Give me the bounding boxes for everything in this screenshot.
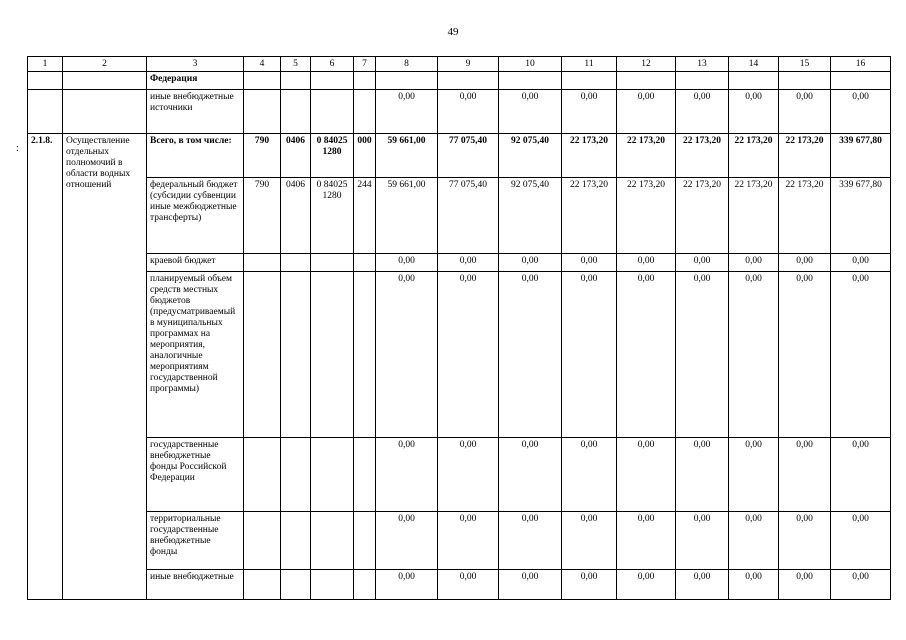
value-cell: 22 173,20 — [676, 178, 729, 254]
value-cell: 22 173,20 — [617, 178, 676, 254]
source-label: федеральный бюджет (субсидии субвенции иные межбюджетные трансферты) — [147, 178, 244, 254]
value-cell: 59 661,00 — [376, 134, 438, 178]
cell — [354, 512, 376, 570]
code-cell: 0406 — [281, 134, 311, 178]
code-cell: 0 84025 1280 — [311, 178, 354, 254]
cell — [354, 72, 376, 90]
cell — [499, 72, 562, 90]
col-header: 11 — [562, 57, 617, 72]
code-cell: 790 — [244, 134, 281, 178]
code-cell: 0 84025 1280 — [311, 134, 354, 178]
source-label: иные внебюджетные — [147, 570, 244, 600]
value-cell: 0,00 — [499, 254, 562, 272]
value-cell: 77 075,40 — [438, 178, 499, 254]
cell — [63, 90, 147, 134]
col-header: 3 — [147, 57, 244, 72]
source-label: иные внебюджетные источники — [147, 90, 244, 134]
value-cell: 0,00 — [676, 90, 729, 134]
value-cell: 22 173,20 — [617, 134, 676, 178]
table-row — [28, 272, 891, 438]
cell — [244, 438, 281, 512]
cell — [562, 72, 617, 90]
value-cell: 0,00 — [562, 570, 617, 600]
value-cell: 0,00 — [617, 90, 676, 134]
value-cell: 0,00 — [831, 272, 891, 438]
margin-mark: : — [16, 143, 19, 154]
value-cell: 0,00 — [376, 254, 438, 272]
cell — [311, 254, 354, 272]
cell — [244, 72, 281, 90]
item-number: 2.1.8. — [28, 134, 63, 600]
value-cell: 0,00 — [499, 512, 562, 570]
value-cell: 0,00 — [617, 438, 676, 512]
cell — [281, 570, 311, 600]
cell — [617, 72, 676, 90]
value-cell: 0,00 — [499, 438, 562, 512]
value-cell: 0,00 — [562, 438, 617, 512]
value-cell: 0,00 — [438, 438, 499, 512]
cell — [63, 72, 147, 90]
value-cell: 92 075,40 — [499, 178, 562, 254]
cell — [311, 570, 354, 600]
cell — [676, 72, 729, 90]
col-header: 7 — [354, 57, 376, 72]
col-header: 10 — [499, 57, 562, 72]
value-cell: 0,00 — [779, 512, 831, 570]
value-cell: 0,00 — [438, 90, 499, 134]
value-cell: 0,00 — [676, 272, 729, 438]
cell — [831, 72, 891, 90]
value-cell: 0,00 — [729, 512, 779, 570]
value-cell: 0,00 — [438, 512, 499, 570]
table-row — [28, 512, 891, 570]
cell — [311, 272, 354, 438]
value-cell: 0,00 — [676, 570, 729, 600]
value-cell: 0,00 — [779, 438, 831, 512]
cell — [244, 512, 281, 570]
value-cell: 0,00 — [831, 254, 891, 272]
code-cell: 0406 — [281, 178, 311, 254]
cell — [28, 72, 63, 90]
table-row — [28, 72, 891, 90]
cell — [281, 90, 311, 134]
value-cell: 0,00 — [779, 272, 831, 438]
cell — [281, 72, 311, 90]
measure-name: Осуществление отдельных полномочий в области водных отношений — [63, 134, 147, 600]
cell — [244, 570, 281, 600]
value-cell: 0,00 — [617, 570, 676, 600]
value-cell: 0,00 — [562, 90, 617, 134]
table-row — [28, 178, 891, 254]
value-cell: 0,00 — [499, 272, 562, 438]
cell — [354, 570, 376, 600]
cell — [354, 90, 376, 134]
value-cell: 0,00 — [499, 90, 562, 134]
value-cell: 0,00 — [562, 254, 617, 272]
value-cell: 0,00 — [779, 570, 831, 600]
value-cell: 22 173,20 — [562, 178, 617, 254]
source-label: территориальные государственные внебюджетные фонды — [147, 512, 244, 570]
value-cell: 0,00 — [376, 438, 438, 512]
cell — [311, 72, 354, 90]
value-cell: 0,00 — [729, 570, 779, 600]
value-cell: 0,00 — [376, 512, 438, 570]
value-cell: 22 173,20 — [729, 134, 779, 178]
value-cell: 0,00 — [499, 570, 562, 600]
col-header: 14 — [729, 57, 779, 72]
value-cell: 22 173,20 — [562, 134, 617, 178]
cell — [354, 438, 376, 512]
value-cell: 0,00 — [617, 512, 676, 570]
cell — [376, 72, 438, 90]
value-cell: 59 661,00 — [376, 178, 438, 254]
source-label: краевой бюджет — [147, 254, 244, 272]
source-label: Федерация — [147, 72, 244, 90]
cell — [28, 90, 63, 134]
value-cell: 22 173,20 — [779, 134, 831, 178]
col-header: 13 — [676, 57, 729, 72]
source-label: государственные внебюджетные фонды Российской Федерации — [147, 438, 244, 512]
cell — [244, 254, 281, 272]
value-cell: 0,00 — [438, 254, 499, 272]
cell — [354, 272, 376, 438]
value-cell: 22 173,20 — [676, 134, 729, 178]
code-cell: 000 — [354, 134, 376, 178]
source-label: Всего, в том числе: — [147, 134, 244, 178]
value-cell: 0,00 — [376, 272, 438, 438]
value-cell: 0,00 — [729, 272, 779, 438]
value-cell: 0,00 — [729, 90, 779, 134]
cell — [281, 272, 311, 438]
value-cell: 0,00 — [438, 272, 499, 438]
col-header: 5 — [281, 57, 311, 72]
value-cell: 0,00 — [376, 570, 438, 600]
value-cell: 0,00 — [831, 512, 891, 570]
table-row — [28, 570, 891, 600]
cell — [438, 72, 499, 90]
value-cell: 0,00 — [376, 90, 438, 134]
value-cell: 0,00 — [676, 512, 729, 570]
code-cell: 790 — [244, 178, 281, 254]
cell — [354, 254, 376, 272]
col-header: 8 — [376, 57, 438, 72]
value-cell: 339 677,80 — [831, 134, 891, 178]
page-number: 49 — [447, 26, 459, 38]
cell — [311, 438, 354, 512]
value-cell: 77 075,40 — [438, 134, 499, 178]
cell — [311, 90, 354, 134]
col-header: 15 — [779, 57, 831, 72]
value-cell: 0,00 — [779, 90, 831, 134]
column-number-row — [28, 57, 891, 72]
cell — [311, 512, 354, 570]
cell — [779, 72, 831, 90]
table-row — [28, 134, 891, 178]
value-cell: 0,00 — [831, 90, 891, 134]
cell — [244, 90, 281, 134]
value-cell: 0,00 — [831, 570, 891, 600]
cell — [729, 72, 779, 90]
value-cell: 0,00 — [831, 438, 891, 512]
value-cell: 339 677,80 — [831, 178, 891, 254]
value-cell: 0,00 — [562, 512, 617, 570]
value-cell: 22 173,20 — [729, 178, 779, 254]
col-header: 6 — [311, 57, 354, 72]
cell — [244, 272, 281, 438]
table-row — [28, 438, 891, 512]
value-cell: 0,00 — [676, 254, 729, 272]
value-cell: 92 075,40 — [499, 134, 562, 178]
value-cell: 0,00 — [729, 438, 779, 512]
value-cell: 0,00 — [617, 254, 676, 272]
value-cell: 0,00 — [729, 254, 779, 272]
table-row — [28, 90, 891, 134]
cell — [281, 254, 311, 272]
value-cell: 22 173,20 — [779, 178, 831, 254]
col-header: 9 — [438, 57, 499, 72]
col-header: 1 — [28, 57, 63, 72]
cell — [281, 512, 311, 570]
value-cell: 0,00 — [562, 272, 617, 438]
col-header: 2 — [63, 57, 147, 72]
col-header: 4 — [244, 57, 281, 72]
cell — [281, 438, 311, 512]
value-cell: 0,00 — [779, 254, 831, 272]
source-label: планируемый объем средств местных бюджетов (предусматриваемый в муниципальных программах на мероприятия, аналогичные мероприятиям государственной программы) — [147, 272, 244, 438]
value-cell: 0,00 — [676, 438, 729, 512]
col-header: 12 — [617, 57, 676, 72]
table-row — [28, 254, 891, 272]
value-cell: 0,00 — [438, 570, 499, 600]
value-cell: 0,00 — [617, 272, 676, 438]
budget-table — [27, 56, 891, 600]
code-cell: 244 — [354, 178, 376, 254]
col-header: 16 — [831, 57, 891, 72]
